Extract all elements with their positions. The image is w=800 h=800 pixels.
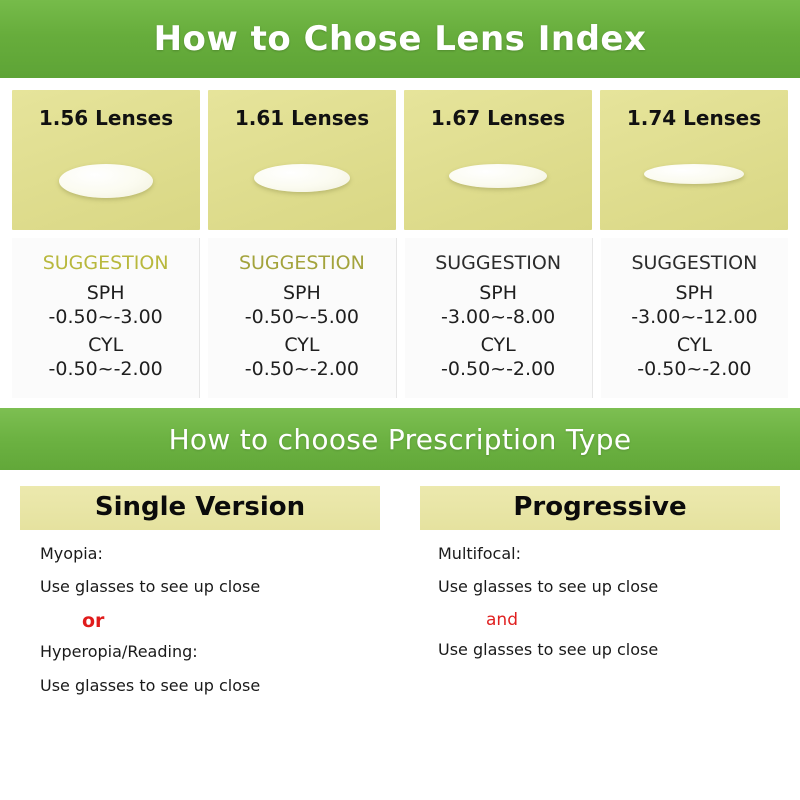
- cyl-value: -0.50~-2.00: [441, 358, 556, 380]
- lens-card-title: 1.74 Lenses: [626, 106, 762, 130]
- progressive-title-box: [420, 486, 780, 530]
- sph-label: SPH: [675, 282, 714, 304]
- suggestion-column: [601, 238, 788, 398]
- sph-label: SPH: [86, 282, 125, 304]
- lens-card-title: 1.67 Lenses: [430, 106, 566, 130]
- progressive-panel: [420, 486, 780, 709]
- cyl-value: -0.50~-2.00: [48, 358, 163, 380]
- lens-card-title: 1.56 Lenses: [38, 106, 174, 130]
- sph-value: -3.00~-8.00: [441, 306, 556, 328]
- sph-label: SPH: [282, 282, 321, 304]
- hyperopia-label: Hyperopia/Reading:: [40, 642, 198, 662]
- suggestion-heading: SUGGESTION: [435, 252, 562, 274]
- myopia-label: Myopia:: [40, 544, 103, 563]
- single-version-title: Single Version: [94, 492, 306, 522]
- cyl-label: CYL: [676, 334, 712, 356]
- suggestion-heading: SUGGESTION: [631, 252, 758, 274]
- single-version-title-box: [20, 486, 380, 530]
- sph-label: SPH: [479, 282, 518, 304]
- sph-value: -0.50~-3.00: [48, 306, 163, 328]
- lens-icon: [254, 164, 350, 192]
- lens-card: [600, 90, 788, 230]
- lens-icon: [59, 164, 153, 198]
- lens-icon: [449, 164, 547, 188]
- lens-card: [404, 90, 592, 230]
- single-version-conjunction: or: [82, 610, 105, 633]
- multifocal-label: Multifocal:: [438, 544, 521, 563]
- lens-card: [12, 90, 200, 230]
- suggestion-table: [0, 230, 800, 408]
- suggestion-column: [405, 238, 593, 398]
- lens-cards-row: [0, 78, 800, 230]
- cyl-label: CYL: [284, 334, 320, 356]
- lens-card: [208, 90, 396, 230]
- single-version-body: [20, 530, 380, 695]
- page-title: How to Chose Lens Index: [153, 19, 647, 59]
- cyl-value: -0.50~-2.00: [244, 358, 359, 380]
- suggestion-heading: SUGGESTION: [42, 252, 169, 274]
- cyl-value: -0.50~-2.00: [637, 358, 752, 380]
- progressive-body: [420, 530, 780, 660]
- lens-card-title: 1.61 Lenses: [234, 106, 370, 130]
- prescription-banner: [0, 408, 800, 470]
- progressive-title: Progressive: [513, 492, 687, 522]
- suggestion-heading: SUGGESTION: [238, 252, 365, 274]
- multifocal-text-2: Use glasses to see up close: [438, 640, 659, 660]
- suggestion-column: [208, 238, 396, 398]
- suggestion-column: [12, 238, 200, 398]
- multifocal-text: Use glasses to see up close: [438, 577, 659, 597]
- cyl-label: CYL: [480, 334, 516, 356]
- myopia-text: Use glasses to see up close: [40, 577, 261, 597]
- cyl-label: CYL: [88, 334, 124, 356]
- sph-value: -0.50~-5.00: [244, 306, 359, 328]
- header-banner: [0, 0, 800, 78]
- hyperopia-text: Use glasses to see up close: [40, 675, 261, 695]
- progressive-conjunction: and: [486, 610, 518, 631]
- lens-icon: [644, 164, 744, 184]
- single-version-panel: [20, 486, 380, 709]
- prescription-panels: [0, 470, 800, 709]
- sph-value: -3.00~-12.00: [631, 306, 758, 328]
- prescription-banner-title: How to choose Prescription Type: [168, 422, 632, 456]
